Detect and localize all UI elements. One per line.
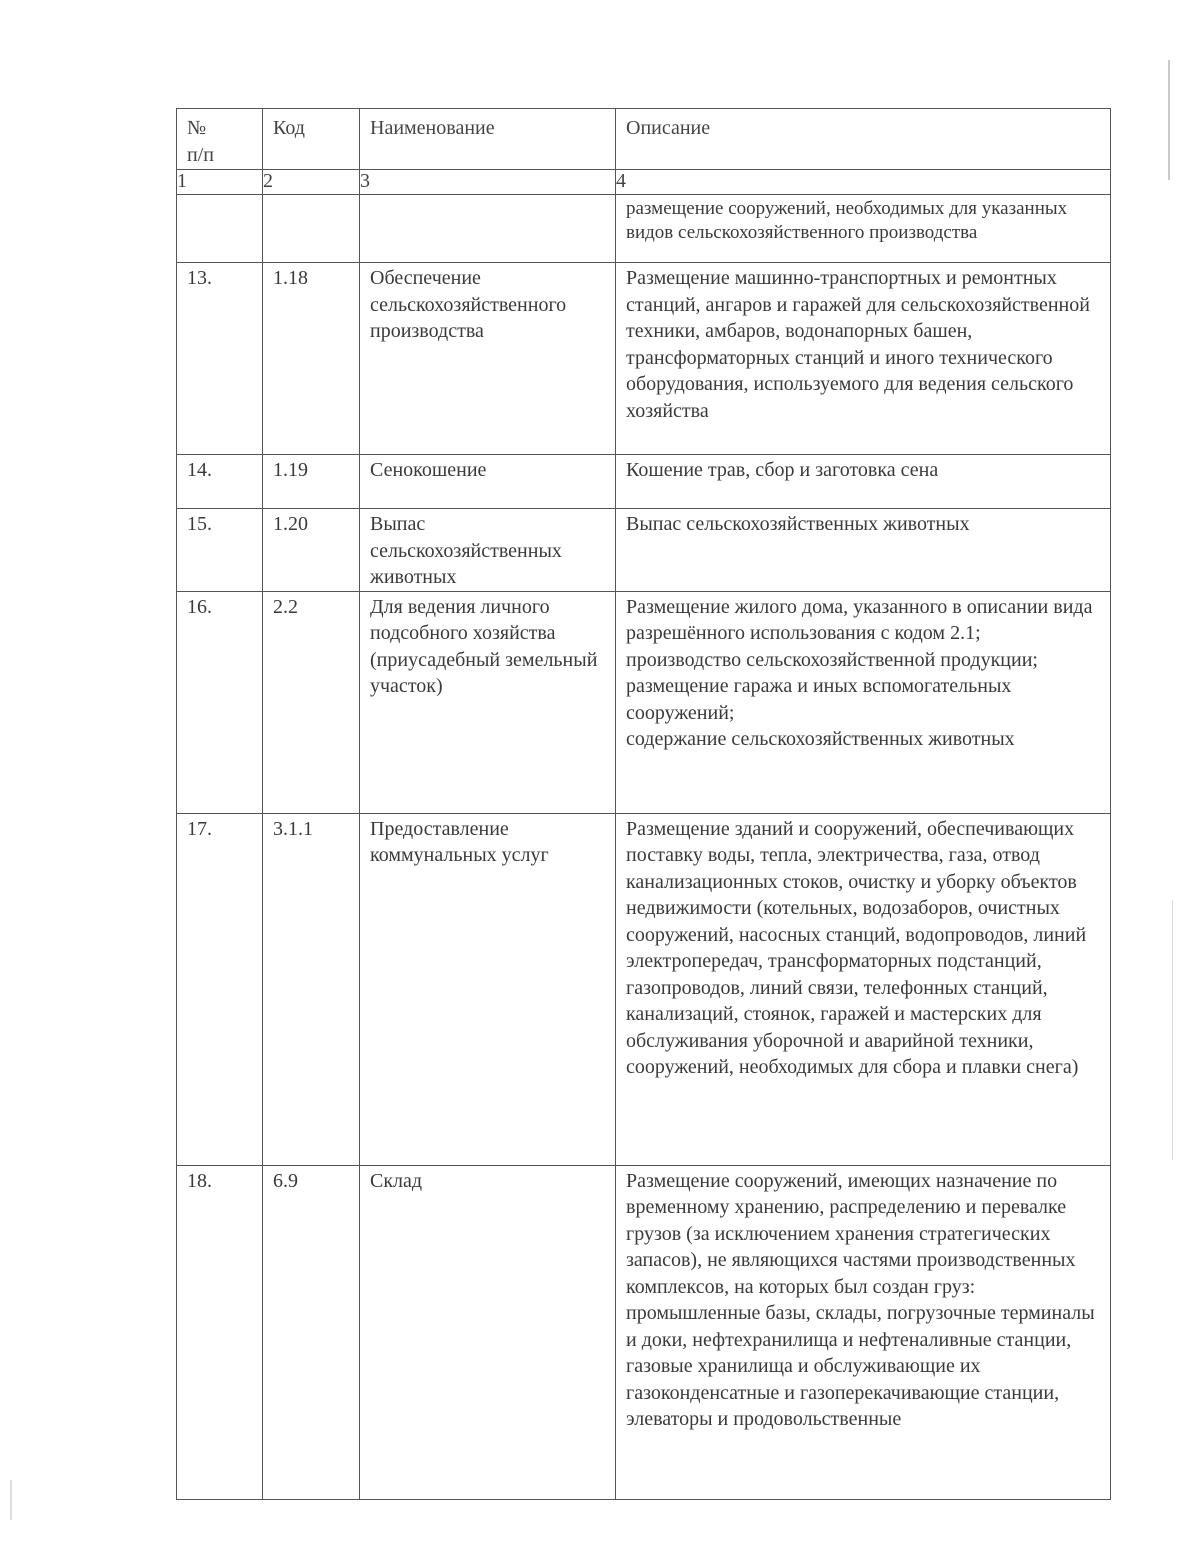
table-row [177, 509, 1111, 592]
table-row [177, 455, 1111, 509]
row-number [177, 195, 263, 263]
row-description [616, 591, 1111, 813]
column-number-row [177, 170, 1111, 195]
description-line: содержание сельскохозяйственных животных [626, 728, 1015, 750]
header-description: Описание [616, 109, 1111, 170]
header-name: Наименование [360, 109, 616, 170]
row-code: 1.19 [263, 455, 360, 509]
row-number: 17. [177, 813, 263, 1165]
row-number: 13. [177, 263, 263, 455]
row-code: 3.1.1 [263, 813, 360, 1165]
row-description: Кошение трав, сбор и заготовка сена [616, 455, 1111, 509]
row-name: Предоставление коммунальных услуг [360, 813, 616, 1165]
row-description: Размещение сооружений, имеющих назначение по временному хранению, распределению и перевалке грузов (за исключением хранения стратегических запасов), не являющихся частями производственных комплексов, на которых был создан груз: промышленные базы, склады, погрузочные терминалы и доки, нефтехранилища и нефтеналивные станции, газовые хранилища и обслуживающие их газоконденсатные и газоперекачивающие станции, элеваторы и продовольственные [616, 1165, 1111, 1499]
row-number: 16. [177, 591, 263, 813]
row-code: 1.20 [263, 509, 360, 592]
row-number: 15. [177, 509, 263, 592]
header-row [177, 109, 1111, 170]
scan-artifact [1168, 60, 1170, 180]
row-name [360, 195, 616, 263]
column-number: 1 [177, 170, 263, 195]
row-name: Склад [360, 1165, 616, 1499]
row-code: 1.18 [263, 263, 360, 455]
row-name: Обеспечение сельскохозяйственного производства [360, 263, 616, 455]
row-description: Размещение машинно-транспортных и ремонтных станций, ангаров и гаражей для сельскохозяйственной техники, амбаров, водонапорных башен, трансформаторных станций и иного технического оборудования, используемого для ведения сельского хозяйства [616, 263, 1111, 455]
row-description: размещение сооружений, необходимых для указанных видов сельскохозяйственного производства [616, 195, 1111, 263]
row-name: Выпас сельскохозяйственных животных [360, 509, 616, 592]
description-line: размещение гаража и иных вспомогательных сооружений; [626, 675, 1012, 724]
column-number: 4 [616, 170, 1111, 195]
header-code: Код [263, 109, 360, 170]
row-number: 18. [177, 1165, 263, 1499]
row-name: Сенокошение [360, 455, 616, 509]
row-code: 2.2 [263, 591, 360, 813]
description-line: производство сельскохозяйственной продукции; [626, 648, 1038, 671]
table-row [177, 813, 1111, 1165]
scan-artifact [1172, 900, 1173, 1160]
table-row [177, 195, 1111, 263]
row-code: 6.9 [263, 1165, 360, 1499]
row-code [263, 195, 360, 263]
description-line: Размещение жилого дома, указанного в описании вида разрешённого использования с кодом 2.1; [626, 595, 1093, 644]
table-row [177, 591, 1111, 813]
column-number: 3 [360, 170, 616, 195]
row-name: Для ведения личного подсобного хозяйства (приусадебный земельный участок) [360, 591, 616, 813]
land-use-table [176, 108, 1111, 1500]
header-number: № п/п [177, 109, 263, 170]
row-description: Размещение зданий и сооружений, обеспечивающих поставку воды, тепла, электричества, газа, отвод канализационных стоков, очистку и уборку объектов недвижимости (котельных, водозаборов, очистных сооружений, насосных станций, водопроводов, линий электропередач, трансформаторных подстанций, газопроводов, линий связи, телефонных станций, канализаций, стоянок, гаражей и мастерских для обслуживания уборочной и аварийной техники, сооружений, необходимых для сбора и плавки снега) [616, 813, 1111, 1165]
scan-artifact [10, 1480, 12, 1520]
row-description: Выпас сельскохозяйственных животных [616, 509, 1111, 592]
table-row [177, 263, 1111, 455]
column-number: 2 [263, 170, 360, 195]
table-row [177, 1165, 1111, 1499]
row-number: 14. [177, 455, 263, 509]
